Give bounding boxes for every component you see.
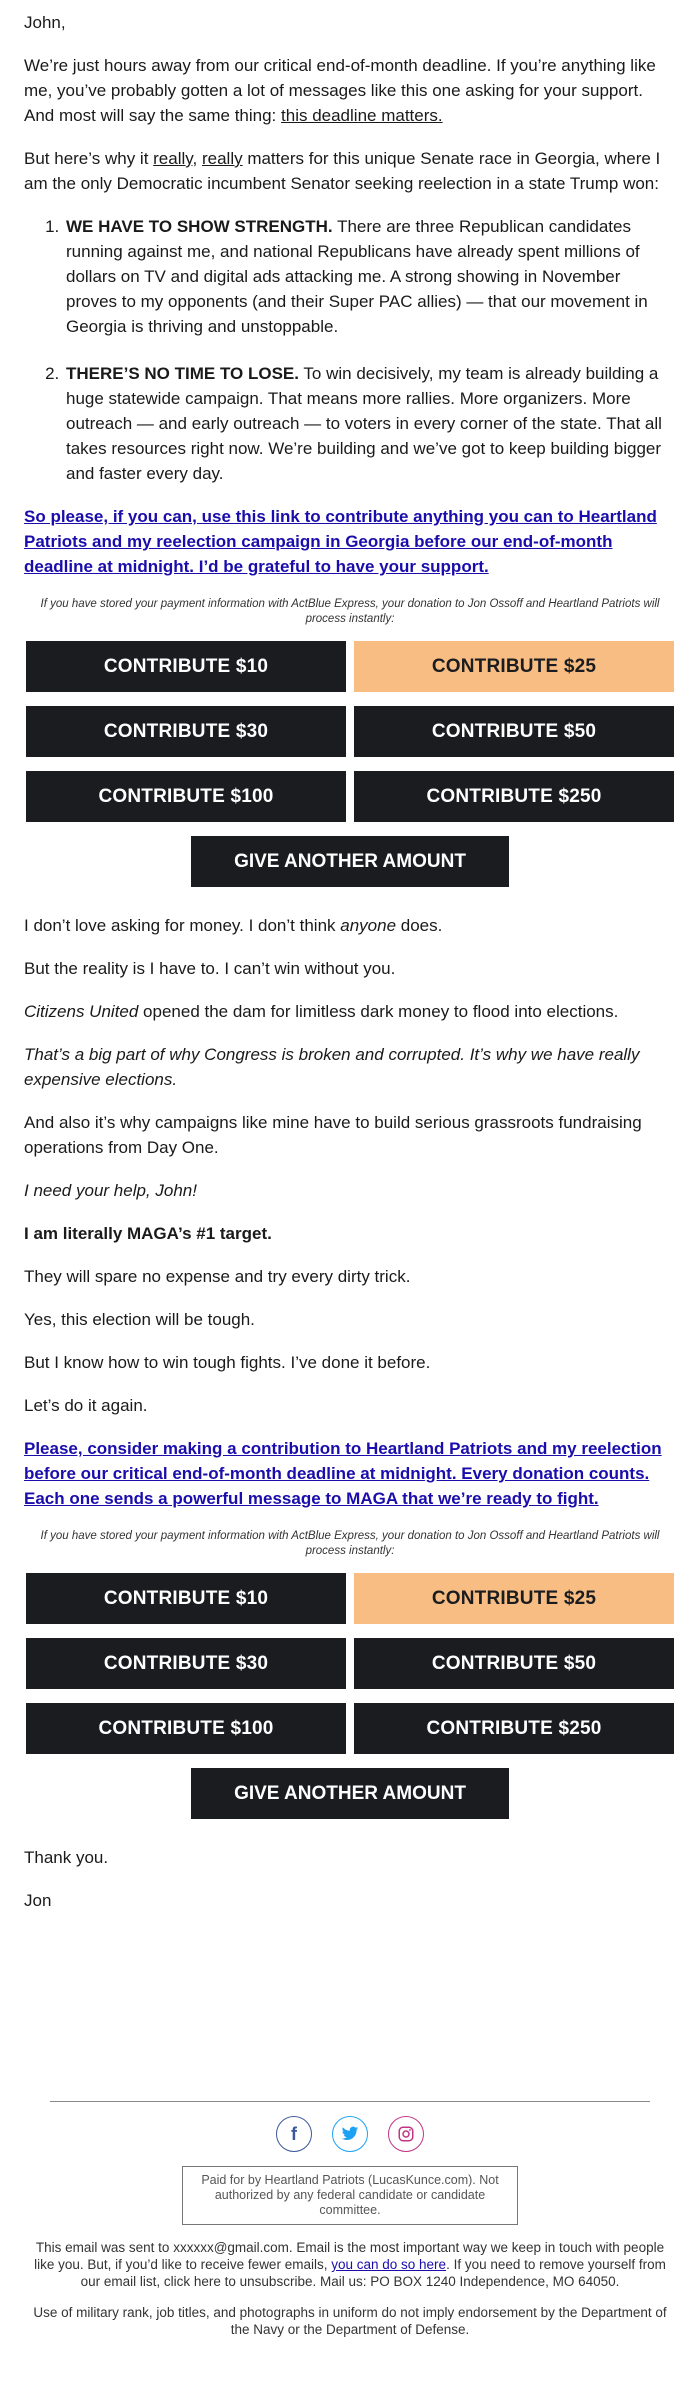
contribute-50-button-2[interactable]: CONTRIBUTE $50 xyxy=(354,1638,674,1689)
why-text-b: matters for this unique Senate race in Georgia, where I am the only Democratic incumbent Senator seeking reelection in a state Trump won: xyxy=(24,149,661,193)
contribute-10-button-2[interactable]: CONTRIBUTE $10 xyxy=(26,1573,346,1624)
contribute-25-button-2[interactable]: CONTRIBUTE $25 xyxy=(354,1573,674,1624)
really-emphasis-2: really xyxy=(201,149,243,168)
do-it-again-paragraph: Let’s do it again. xyxy=(24,1396,148,1415)
reason-2-heading: THERE’S NO TIME TO LOSE. xyxy=(66,364,299,383)
citizens-united-emphasis: Citizens United xyxy=(24,1002,139,1021)
reason-2-text: To win decisively, my team is already building a huge statewide campaign. That means more rallies. More organizers. More outreach — and early outreach — to voters in every corner of the state. That all takes resources right now. We’re building and we’ve got to keep building bigger and faster every day. xyxy=(66,364,662,483)
reality-paragraph: But the reality is I have to. I can’t win without you. xyxy=(24,959,396,978)
instagram-camera-glyph xyxy=(397,2125,415,2143)
signoff: Jon xyxy=(24,1891,52,1910)
thank-you: Thank you. xyxy=(24,1848,109,1867)
asking-text-a: I don’t love asking for money. I don’t think xyxy=(24,916,341,935)
contribute-30-button-2[interactable]: CONTRIBUTE $30 xyxy=(26,1638,346,1689)
reason-item-time xyxy=(64,361,676,486)
give-another-amount-button[interactable]: GIVE ANOTHER AMOUNT xyxy=(191,836,509,887)
asking-paragraph xyxy=(24,913,676,938)
why-paragraph xyxy=(24,146,676,196)
footer-text-a: This email was sent to xxxxxx@gmail.com. Email is the most important way we keep in touch with people like you. But, if you’d like to receive fewer emails, xyxy=(34,2240,665,2272)
need-help-text: I need your help, John! xyxy=(24,1181,197,1200)
actblue-express-note-2: If you have stored your payment information with ActBlue Express, your donation to Jon Ossoff and Heartland Patriots will process instantly: xyxy=(40,1530,660,1557)
anyone-emphasis: anyone xyxy=(340,916,397,935)
asking-text-b: does. xyxy=(396,916,443,935)
tough-election-paragraph: Yes, this election will be tough. xyxy=(24,1310,255,1329)
fewer-emails-link[interactable]: you can do so here xyxy=(331,2257,447,2272)
give-another-amount-button-2[interactable]: GIVE ANOTHER AMOUNT xyxy=(191,1768,509,1819)
contribute-250-button-2[interactable]: CONTRIBUTE $250 xyxy=(354,1703,674,1754)
why-text-a: But here’s why it xyxy=(24,149,154,168)
greeting: John, xyxy=(24,13,66,32)
facebook-glyph: f xyxy=(291,2123,297,2144)
contribute-50-button[interactable]: CONTRIBUTE $50 xyxy=(354,706,674,757)
spare-no-expense-paragraph: They will spare no expense and try every dirty trick. xyxy=(24,1267,411,1286)
why-sep: , xyxy=(192,149,202,168)
intro-text: We’re just hours away from our critical end-of-month deadline. If you’re anything like me, you’ve probably gotten a lot of messages like this one asking for your support. And most will say the same thing: xyxy=(24,56,656,125)
contribute-250-button[interactable]: CONTRIBUTE $250 xyxy=(354,771,674,822)
contribute-100-button-2[interactable]: CONTRIBUTE $100 xyxy=(26,1703,346,1754)
reason-item-strength xyxy=(64,214,676,339)
congress-paragraph xyxy=(24,1042,676,1092)
contribute-link-2[interactable]: Please, consider making a contribution to Heartland Patriots and my reelection before our critical end-of-month deadline at midnight. Every donation counts. Each one sends a powerful message to MAGA that we’re ready to fight. xyxy=(24,1439,662,1508)
donation-buttons-1 xyxy=(26,641,674,887)
social-links xyxy=(0,2116,700,2152)
actblue-express-note-1: If you have stored your payment information with ActBlue Express, your donation to Jon Ossoff and Heartland Patriots will process instantly: xyxy=(40,598,660,625)
instagram-icon[interactable] xyxy=(388,2116,424,2152)
footer-text-b: . If you need to remove yourself from our email list, click here to unsubscribe. Mail us: PO BOX 1240 Independence, MO 64050. xyxy=(80,2257,666,2289)
paid-for-disclaimer: Paid for by Heartland Patriots (LucasKunce.com). Not authorized by any federal candidate or candidate committee. xyxy=(182,2166,518,2225)
contribute-100-button[interactable]: CONTRIBUTE $100 xyxy=(26,771,346,822)
reasons-list xyxy=(24,214,676,486)
win-fights-paragraph: But I know how to win tough fights. I’ve done it before. xyxy=(24,1353,431,1372)
target-paragraph xyxy=(24,1221,676,1246)
congress-text: That’s a big part of why Congress is broken and corrupted. It’s why we have really expensive elections. xyxy=(24,1045,640,1089)
intro-paragraph xyxy=(24,53,676,128)
military-disclaimer: Use of military rank, job titles, and photographs in uniform do not imply endorsement by the Department of the Navy or the Department of Defense. xyxy=(33,2305,667,2337)
contribute-25-button[interactable]: CONTRIBUTE $25 xyxy=(354,641,674,692)
deadline-matters-text: this deadline matters. xyxy=(281,106,443,125)
target-text: I am literally MAGA’s #1 target. xyxy=(24,1224,272,1243)
reason-1-heading: WE HAVE TO SHOW STRENGTH. xyxy=(66,217,333,236)
need-help-paragraph xyxy=(24,1178,676,1203)
footer-divider xyxy=(50,2101,650,2102)
citizens-united-text: opened the dam for limitless dark money to flood into elections. xyxy=(138,1002,619,1021)
contribute-10-button[interactable]: CONTRIBUTE $10 xyxy=(26,641,346,692)
grassroots-paragraph: And also it’s why campaigns like mine have to build serious grassroots fundraising operations from Day One. xyxy=(24,1113,642,1157)
citizens-united-paragraph xyxy=(24,999,676,1024)
contribute-30-button[interactable]: CONTRIBUTE $30 xyxy=(26,706,346,757)
twitter-bird-glyph xyxy=(341,2126,359,2142)
facebook-icon[interactable] xyxy=(276,2116,312,2152)
contribute-link-1[interactable]: So please, if you can, use this link to contribute anything you can to Heartland Patriots and my reelection campaign in Georgia before our end-of-month deadline at midnight. I’d be grateful to have your support. xyxy=(24,507,657,576)
really-emphasis-1: really xyxy=(153,149,193,168)
donation-buttons-2 xyxy=(26,1573,674,1819)
footer-email-info xyxy=(24,2239,676,2290)
reason-1-text: There are three Republican candidates running against me, and national Republicans have already spent millions of dollars on TV and digital ads attacking me. A strong showing in November proves to my opponents (and their Super PAC allies) — that our movement in Georgia is thriving and unstoppable. xyxy=(66,217,648,336)
twitter-icon[interactable] xyxy=(332,2116,368,2152)
